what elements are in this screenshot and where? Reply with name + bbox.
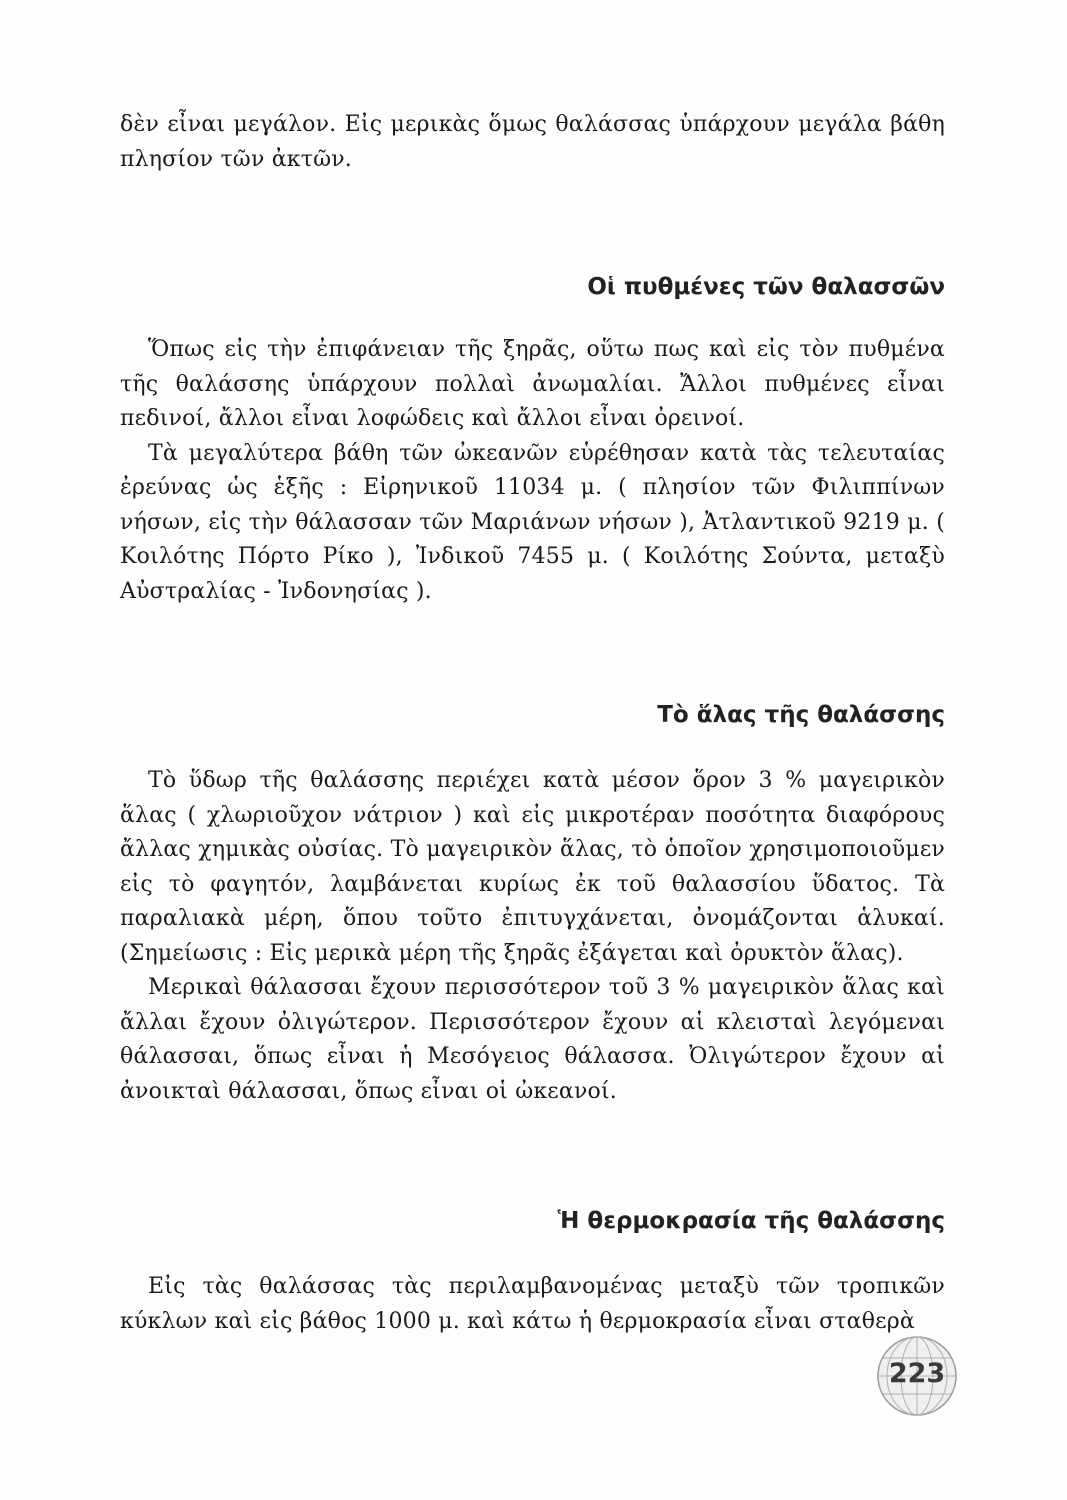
section-temperature-text [120,1270,945,1339]
page-number-badge [875,1334,959,1418]
section-heading-seabeds: Οἱ πυθμένες τῶν θαλασσῶν [587,274,945,300]
seabeds-paragraph-1: Ὅπως εἰς τὴν ἐπιφάνειαν τῆς ξηρᾶς, οὕτω πως καὶ εἰς τὸν πυθμένα τῆς θαλάσσης ὑπάρχουν πολλαὶ ἀνωμαλίαι. Ἄλλοι πυθμένες εἶναι πεδινοί, ἄλλοι εἶναι λοφώδεις καὶ ἄλλοι εἶναι ὀρεινοί. [120,337,945,431]
section-heading-salt: Τὸ ἅλας τῆς θαλάσσης [657,702,945,728]
intro-paragraph: δὲν εἶναι μεγάλον. Εἰς μερικὰς ὅμως θαλάσσας ὑπάρχουν μεγάλα βάθη πλησίον τῶν ἀκτῶν. [120,112,945,172]
section-salt-text [120,764,945,1109]
section-seabeds-text [120,333,945,609]
salt-paragraph-2: Μερικαὶ θάλασσαι ἔχουν περισσότερον τοῦ 3 % μαγειρικὸν ἅλας καὶ ἄλλαι ἔχουν ὀλιγώτερον. Περισσότερον ἔχουν αἱ κλεισταὶ λεγόμεναι θάλασσαι, ὅπως εἶναι ἡ Μεσόγειος θάλασσα. Ὀλιγώτερον ἔχουν αἱ ἀνοικταὶ θάλασσαι, ὅπως εἶναι οἱ ὠκεανοί. [120,975,945,1104]
seabeds-paragraph-2: Τὰ μεγαλύτερα βάθη τῶν ὠκεανῶν εὑρέθησαν κατὰ τὰς τελευταίας ἐρεύνας ὡς ἑξῆς : Εἰρηνικοῦ 11034 μ. ( πλησίον τῶν Φιλιππίνων νήσων, εἰς τὴν θάλασσαν τῶν Μαριάνων νήσων ), Ἀτλαντικοῦ 9219 μ. ( Κοιλότης Πόρτο Ρίκο ), Ἰνδικοῦ 7455 μ. ( Κοιλότης Σούντα, μεταξὺ Αὐστραλίας - Ἰνδονησίας ). [120,440,945,604]
section-heading-temperature: Ἡ θερμοκρασία τῆς θαλάσσης [557,1208,945,1234]
intro-text [120,108,945,177]
page-number: 223 [888,1358,946,1389]
salt-paragraph-1: Τὸ ὕδωρ τῆς θαλάσσης περιέχει κατὰ μέσον ὅρον 3 % μαγειρικὸν ἅλας ( χλωριοῦχον νάτριον ) καὶ εἰς μικροτέραν ποσότητα διαφόρους ἄλλας χημικὰς οὐσίας. Τὸ μαγειρικὸν ἅλας, τὸ ὁποῖον χρησιμοποιοῦμεν εἰς τὸ φαγητόν, λαμβάνεται κυρίως ἐκ τοῦ θαλασσίου ὕδατος. Τὰ παραλιακὰ μέρη, ὅπου τοῦτο ἐπιτυγχάνεται, ὀνομάζονται ἁλυκαί. (Σημείωσις : Εἰς μερικὰ μέρη τῆς ξηρᾶς ἐξάγεται καὶ ὀρυκτὸν ἅλας). [120,768,945,966]
temperature-paragraph-1: Εἰς τὰς θαλάσσας τὰς περιλαμβανομένας μεταξὺ τῶν τροπικῶν κύκλων καὶ εἰς βάθος 1000 μ. καὶ κάτω ἡ θερμοκρασία εἶναι σταθερὰ [120,1274,945,1334]
